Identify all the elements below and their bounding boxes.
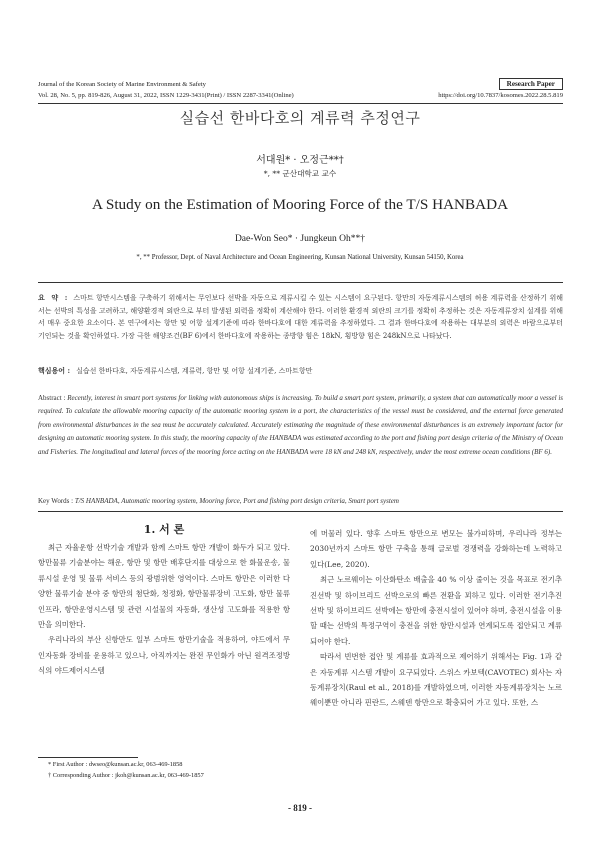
footnote-first-author: * First Author : dwseo@kunsan.ac.kr, 063-469-1858 (48, 761, 183, 768)
korean-abstract-text: 스마트 항만시스템을 구축하기 위해서는 무인보다 선박을 자동으로 계류시킬 수 있는 시스템이 요구된다. 항만의 자동계류시스템의 허용 계류력을 산정하기 위해서는 선박의 특성을 고려하고, 해양환경적 외란으로 부터 발생된 외력을 정확히 계산해야 한다. 이러한 환경적 외란의 크기를 정확히 추정하는 것은 자동계류장치 설계를 위해서 매우 중요한 요소이다. 본 연구에서는 항만 및 어항 설계기준에 따라 한바다호에 대한 계류력을 추정하였다. 그 결과 한바다호에 작용하는 대부분의 외력은 바람으로부터 기인되는 것을 확인하였다. 가장 극한 해양조건(BF 6)에서 한바다호에 작용하는 종방향 힘은 18kN, 횡방향 힘은 248kN으로 나타났다. (38, 294, 564, 340)
english-abstract (38, 392, 563, 459)
journal-name: Journal of the Korean Society of Marine Environment & Safety (38, 81, 206, 88)
body-paragraph: 최근 노르웨이는 이산화탄소 배출을 40 % 이상 줄이는 것을 목표로 전기추진선박 및 하이브리드 선박으로의 빠른 전환을 꾀하고 있다. 이러한 전기추진 선박 및 하이브리드 선박에는 항만에 충전시설이 있어야 하며, 충전시설을 이용할 때는 선박의 특정구역이 충전을 위한 항만시설과 연계되도록 접안되고 계류되어야 한다. (310, 575, 562, 646)
korean-abstract (38, 292, 563, 342)
article-type-badge: Research Paper (499, 78, 563, 90)
english-keywords-label: Key Words : (38, 497, 74, 505)
korean-keywords-label: 핵심용어 : (38, 366, 71, 375)
abstract-bottom-rule (38, 511, 563, 512)
page-number: - 819 - (288, 803, 312, 813)
korean-keywords (38, 366, 563, 376)
body-paragraph: 최근 자율운항 선박기술 개발과 함께 스마트 항만 개발이 화두가 되고 있다. 항만물류 기술분야는 해운, 항만 및 항만 배후단지를 대상으로 한 화물운송, 물류시설 운영 및 물류 서비스 등의 광범위한 영역이다. 스마트 항만은 이러한 다양한 물류기술 분야 중 항만의 첨단화, 청정화, 항만물류장비 고도화, 항만 물류인프라, 항만운영시스템 및 관련 시설물의 자동화, 생산성 고도화를 적용한 항만을 의미한다. (38, 543, 290, 630)
volume-line (38, 92, 563, 99)
english-abstract-label: Abstract : (38, 394, 66, 402)
korean-title: 실습선 한바다호의 계류력 추정연구 (179, 109, 421, 127)
english-keywords-text: T/S HANBADA, Automatic mooring system, Mooring force, Port and fishing port design criteria, Smart port system (74, 497, 399, 505)
footnote-rule (38, 757, 138, 758)
english-title: A Study on the Estimation of Mooring Force of the T/S HANBADA (91, 196, 509, 213)
english-abstract-text: Recently, interest in smart port systems for linking with autonomous ships is increasing. To build a smart port system, primarily, a system that can automatically moor a vessel is required. To calculate the allowable mooring capacity of the automatic mooring system in a port, the characteristics of the vessel must be considered, and the external force generated from environmental disturbances in the sea must be accurately calculated. Accurately estimating the magnitude of these environmental disturbances is an extremely important factor for designing an automatic mooring system. In this study, the mooring capacity of the HANBADA was estimated according to the port and fishing port design criteria of the Ministry of Ocean and Fisheries. The longitudinal and lateral forces of the mooring force acting on the HANBADA were 18 kN and 248 kN, respectively, under the most extreme ocean conditions (BF 6). (38, 394, 563, 456)
body-paragraph: 우리나라의 부산 신항만도 일부 스마트 항만기술을 적용하여, 야드에서 무인자동화 장비를 운용하고 있으나, 아직까지는 완전 무인화가 아닌 원격조정방식의 야드제어시스템 (38, 635, 290, 676)
header-rule (38, 103, 563, 104)
body-paragraph: 따라서 빈번한 접안 및 계류를 효과적으로 제어하기 위해서는 Fig. 1과 같은 자동계류 시스템 개발이 요구되었다. 스위스 카보텍(CAVOTEC) 회사는 자동계류장치(Raul et al., 2018)를 개발하였으며, 이러한 자동계류장치는 노르웨이뿐만 아니라 핀란드, 스웨덴 항만으로 확충되어 가고 있다. 또한, 스 (310, 652, 562, 708)
abstract-top-rule (38, 282, 563, 283)
footnote-corresponding-author: † Corresponding Author : jkoh@kunsan.ac.kr, 063-469-1857 (48, 771, 204, 779)
korean-authors: 서대원* · 오정근**† (256, 155, 344, 166)
english-affiliation: *, ** Professor, Dept. of Naval Architecture and Ocean Engineering, Kunsan National University, Kunsan 54150, Korea (136, 254, 464, 261)
korean-keywords-text: 실습선 한바다호, 자동계류시스템, 계류력, 항만 및 어항 설계기준, 스마트항만 (76, 367, 313, 375)
korean-affiliation: *, ** 군산대학교 교수 (263, 169, 337, 178)
section-heading-introduction: 1. 서 론 (143, 523, 185, 536)
left-column (38, 540, 290, 679)
right-column (310, 526, 562, 711)
body-paragraph: 에 머물러 있다. 향후 스마트 항만으로 변모는 불가피하며, 우리나라 정부는 2030년까지 스마트 항만 구축을 통해 글로벌 경쟁력을 강화하는데 노력하고 있다(Lee, 2020). (310, 529, 562, 569)
footnotes (48, 760, 204, 781)
volume-info: Vol. 28, No. 5, pp. 819-826, August 31, 2022, ISSN 1229-3431(Print) / ISSN 2287-3341(Online) (38, 92, 294, 99)
english-authors: Dae-Won Seo* · Jungkeun Oh**† (234, 234, 366, 244)
english-keywords (38, 497, 563, 505)
korean-abstract-label: 요 약 : (38, 293, 70, 302)
doi-link[interactable]: https://doi.org/10.7837/kosomes.2022.28.5.819 (438, 92, 563, 99)
